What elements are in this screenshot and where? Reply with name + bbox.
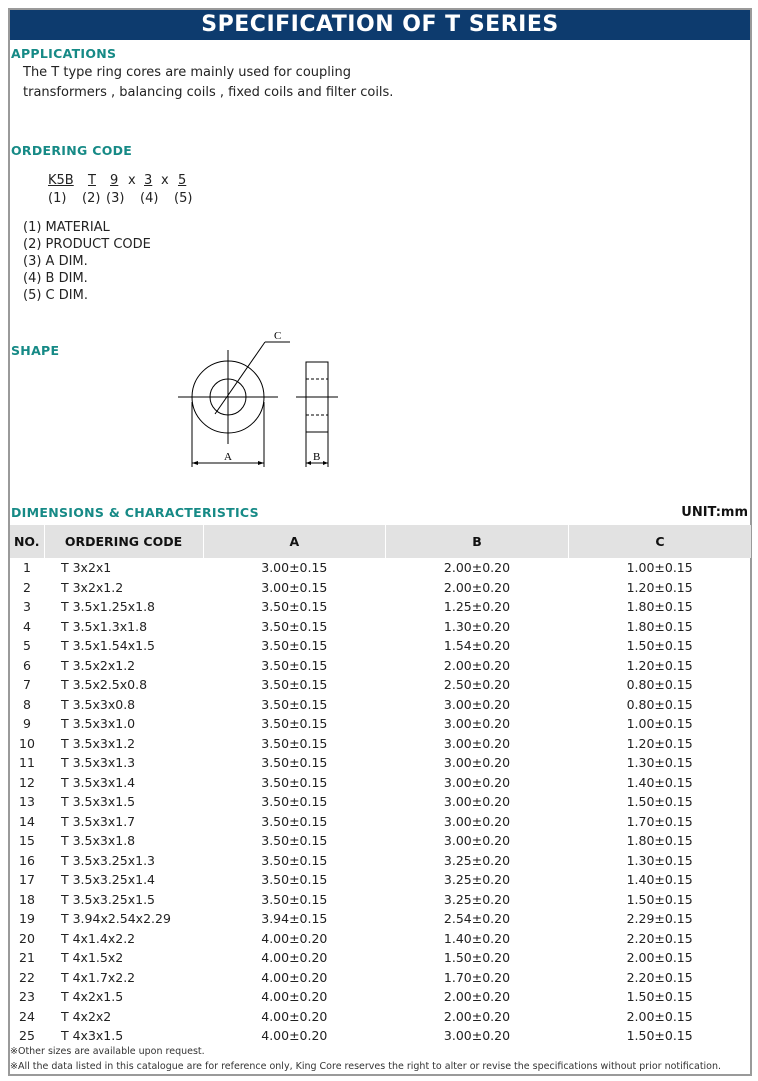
cell-c: 1.40±0.15 [626,872,693,888]
legend-item: (2) PRODUCT CODE [23,237,151,252]
code-part-product: T [88,173,96,188]
cell-c: 2.29±0.15 [626,911,693,927]
dimensions-table [10,525,751,1046]
cell-b: 1.40±0.20 [443,930,511,946]
cell-a: 3.50±0.15 [261,677,328,693]
cell-c: 2.20±0.15 [626,930,693,946]
cell-a: 4.00±0.20 [261,950,328,966]
shape-heading: SHAPE [11,343,60,358]
cell-no: 25 [19,1028,35,1044]
legend-item: (1) MATERIAL [23,220,110,235]
cell-b: 2.00±0.20 [443,560,511,576]
table-row [10,675,751,695]
ordering-code-legend [23,219,151,304]
cell-c: 0.80±0.15 [626,696,693,712]
cell-ordering-code: T 3.5x3x1.4 [61,774,136,790]
cell-a: 3.50±0.15 [261,813,328,829]
cell-b: 2.00±0.20 [443,989,511,1005]
cell-no: 4 [23,618,31,634]
cell-a: 3.50±0.15 [261,852,328,868]
cell-c: 1.20±0.15 [626,657,693,673]
legend-item: (3) A DIM. [23,254,88,269]
label-b: B [313,451,321,463]
cell-c: 1.80±0.15 [626,833,693,849]
table-row [10,734,751,754]
code-part-b: 3 [144,173,153,188]
cell-no: 21 [19,950,35,966]
cell-a: 3.00±0.15 [261,560,328,576]
note-disclaimer: ※All the data listed in this catalogue are for reference only, King Core reserves the right to alter or revise the specifications without prior notification. [10,1061,722,1072]
table-row [10,870,751,890]
label-a: A [224,451,232,463]
col-header-c: C [568,525,751,558]
cell-ordering-code: T 3.5x3x1.7 [61,813,136,829]
col-header-b: B [386,525,569,558]
code-sep-1: x [128,173,136,188]
col-header-no: NO. [10,525,44,558]
cell-b: 2.54±0.20 [443,911,511,927]
table-row [10,773,751,793]
code-index-2: (2) [82,191,101,206]
cell-c: 1.00±0.15 [626,716,693,732]
cell-a: 3.50±0.15 [261,657,328,673]
code-sep-2: x [161,173,169,188]
cell-a: 3.50±0.15 [261,599,328,615]
cell-ordering-code: T 3.5x3.25x1.5 [61,891,155,907]
col-header-a: A [203,525,386,558]
cell-no: 3 [23,599,31,615]
cell-no: 22 [19,969,35,985]
cell-c: 1.80±0.15 [626,618,693,634]
table-row [10,656,751,676]
cell-ordering-code: T 3.5x3x1.3 [61,755,136,771]
note-other-sizes: ※Other sizes are available upon request. [10,1046,205,1057]
table-row [10,617,751,637]
cell-no: 7 [23,677,31,693]
cell-no: 17 [19,872,35,888]
cell-b: 2.00±0.20 [443,1008,511,1024]
table-row [10,636,751,656]
cell-no: 15 [19,833,35,849]
table-body [10,558,751,1046]
cell-c: 1.50±0.15 [626,638,693,654]
unit-label: UNIT:mm [681,505,748,520]
cell-a: 3.50±0.15 [261,872,328,888]
dimensions-heading: DIMENSIONS & CHARACTERISTICS [11,505,259,520]
table-row [10,558,751,578]
cell-ordering-code: T 4x1.4x2.2 [61,930,136,946]
cell-b: 3.25±0.20 [443,872,511,888]
a-arrow-right [258,461,264,465]
cell-no: 2 [23,579,31,595]
cell-c: 1.80±0.15 [626,599,693,615]
ring-core-drawing [170,322,370,470]
table-row [10,851,751,871]
cell-c: 1.20±0.15 [626,735,693,751]
legend-item: (4) B DIM. [23,271,88,286]
cell-ordering-code: T 3.5x1.54x1.5 [61,638,155,654]
cell-c: 1.70±0.15 [626,813,693,829]
cell-a: 3.50±0.15 [261,774,328,790]
cell-b: 3.00±0.20 [443,735,511,751]
table-row [10,812,751,832]
cell-ordering-code: T 3.5x3x1.0 [61,716,136,732]
code-index-3: (3) [106,191,125,206]
b-arrow-right [323,461,328,465]
cell-b: 3.00±0.20 [443,833,511,849]
cell-b: 1.30±0.20 [443,618,511,634]
ordering-code-heading: ORDERING CODE [11,143,133,158]
cell-ordering-code: T 4x2x2 [61,1008,112,1024]
cell-no: 11 [19,755,35,771]
cell-ordering-code: T 4x1.5x2 [61,950,124,966]
cell-b: 2.50±0.20 [443,677,511,693]
cell-ordering-code: T 3.5x3.25x1.3 [61,852,155,868]
cell-c: 0.80±0.15 [626,677,693,693]
col-header-ordering-code: ORDERING CODE [44,525,203,558]
cell-c: 1.50±0.15 [626,989,693,1005]
table-row [10,948,751,968]
label-c: C [274,330,282,342]
table-row [10,714,751,734]
table-row [10,695,751,715]
cell-no: 18 [19,891,35,907]
cell-ordering-code: T 3.5x2.5x0.8 [61,677,148,693]
cell-b: 3.00±0.20 [443,813,511,829]
table-row [10,831,751,851]
cell-a: 3.50±0.15 [261,638,328,654]
table-row [10,909,751,929]
cell-ordering-code: T 4x2x1.5 [61,989,124,1005]
code-part-c: 5 [178,173,187,188]
cell-ordering-code: T 3x2x1.2 [61,579,124,595]
code-index-4: (4) [140,191,159,206]
cell-no: 14 [19,813,35,829]
page-title: SPECIFICATION OF T SERIES [10,10,750,40]
cell-ordering-code: T 3.5x3.25x1.4 [61,872,155,888]
cell-a: 3.50±0.15 [261,735,328,751]
cell-ordering-code: T 4x1.7x2.2 [61,969,136,985]
cell-b: 1.25±0.20 [443,599,511,615]
cell-a: 3.50±0.15 [261,618,328,634]
cell-c: 1.20±0.15 [626,579,693,595]
cell-a: 4.00±0.20 [261,969,328,985]
table-row [10,1007,751,1027]
cell-ordering-code: T 3.94x2.54x2.29 [61,911,171,927]
cell-a: 3.50±0.15 [261,833,328,849]
cell-ordering-code: T 3.5x2x1.2 [61,657,136,673]
cell-a: 4.00±0.20 [261,1008,328,1024]
cell-no: 5 [23,638,31,654]
cell-b: 3.25±0.20 [443,852,511,868]
cell-a: 4.00±0.20 [261,1028,328,1044]
c-leader-line [215,342,265,414]
cell-c: 1.50±0.15 [626,1028,693,1044]
cell-no: 6 [23,657,31,673]
cell-b: 3.00±0.20 [443,755,511,771]
cell-ordering-code: T 3.5x1.25x1.8 [61,599,155,615]
cell-c: 2.00±0.15 [626,1008,693,1024]
table-header-row [10,525,751,558]
cell-b: 1.70±0.20 [443,969,511,985]
table-row [10,968,751,988]
a-arrow-left [192,461,198,465]
table-row [10,987,751,1007]
cell-b: 3.00±0.20 [443,696,511,712]
legend-item: (5) C DIM. [23,288,88,303]
cell-a: 3.50±0.15 [261,716,328,732]
cell-no: 13 [19,794,35,810]
cell-a: 3.50±0.15 [261,891,328,907]
cell-no: 12 [19,774,35,790]
cell-a: 3.50±0.15 [261,794,328,810]
cell-b: 3.00±0.20 [443,1028,511,1044]
cell-b: 1.50±0.20 [443,950,511,966]
cell-c: 2.00±0.15 [626,950,693,966]
cell-ordering-code: T 3.5x1.3x1.8 [61,618,148,634]
code-part-a: 9 [110,173,119,188]
code-part-material: K5B [48,173,74,188]
cell-no: 9 [23,716,31,732]
cell-b: 3.00±0.20 [443,716,511,732]
cell-b: 3.25±0.20 [443,891,511,907]
cell-c: 1.30±0.15 [626,852,693,868]
cell-c: 1.00±0.15 [626,560,693,576]
cell-no: 20 [19,930,35,946]
cell-b: 1.54±0.20 [443,638,511,654]
cell-no: 8 [23,696,31,712]
cell-no: 10 [19,735,35,751]
cell-a: 3.50±0.15 [261,755,328,771]
cell-c: 2.20±0.15 [626,969,693,985]
cell-ordering-code: T 3.5x3x1.2 [61,735,136,751]
table-row [10,578,751,598]
table-row [10,792,751,812]
table-row [10,1026,751,1046]
b-arrow-left [306,461,311,465]
cell-ordering-code: T 3.5x3x0.8 [61,696,136,712]
cell-a: 3.94±0.15 [261,911,328,927]
cell-b: 2.00±0.20 [443,579,511,595]
cell-c: 1.50±0.15 [626,891,693,907]
cell-c: 1.40±0.15 [626,774,693,790]
table-row [10,890,751,910]
applications-line-1: The T type ring cores are mainly used for coupling [23,65,351,80]
cell-a: 3.00±0.15 [261,579,328,595]
cell-ordering-code: T 3x2x1 [61,560,112,576]
cell-no: 16 [19,852,35,868]
table-row [10,753,751,773]
code-index-5: (5) [174,191,193,206]
cell-b: 3.00±0.20 [443,794,511,810]
cell-ordering-code: T 3.5x3x1.8 [61,833,136,849]
table-row [10,929,751,949]
cell-no: 24 [19,1008,35,1024]
cell-ordering-code: T 4x3x1.5 [61,1028,124,1044]
cell-c: 1.50±0.15 [626,794,693,810]
cell-no: 19 [19,911,35,927]
cell-a: 3.50±0.15 [261,696,328,712]
cell-a: 4.00±0.20 [261,930,328,946]
cell-ordering-code: T 3.5x3x1.5 [61,794,136,810]
applications-line-2: transformers , balancing coils , fixed coils and filter coils. [23,85,394,100]
code-index-1: (1) [48,191,67,206]
cell-no: 1 [23,560,31,576]
cell-no: 23 [19,989,35,1005]
cell-a: 4.00±0.20 [261,989,328,1005]
applications-heading: APPLICATIONS [11,46,117,61]
cell-c: 1.30±0.15 [626,755,693,771]
cell-b: 2.00±0.20 [443,657,511,673]
table-row [10,597,751,617]
cell-b: 3.00±0.20 [443,774,511,790]
